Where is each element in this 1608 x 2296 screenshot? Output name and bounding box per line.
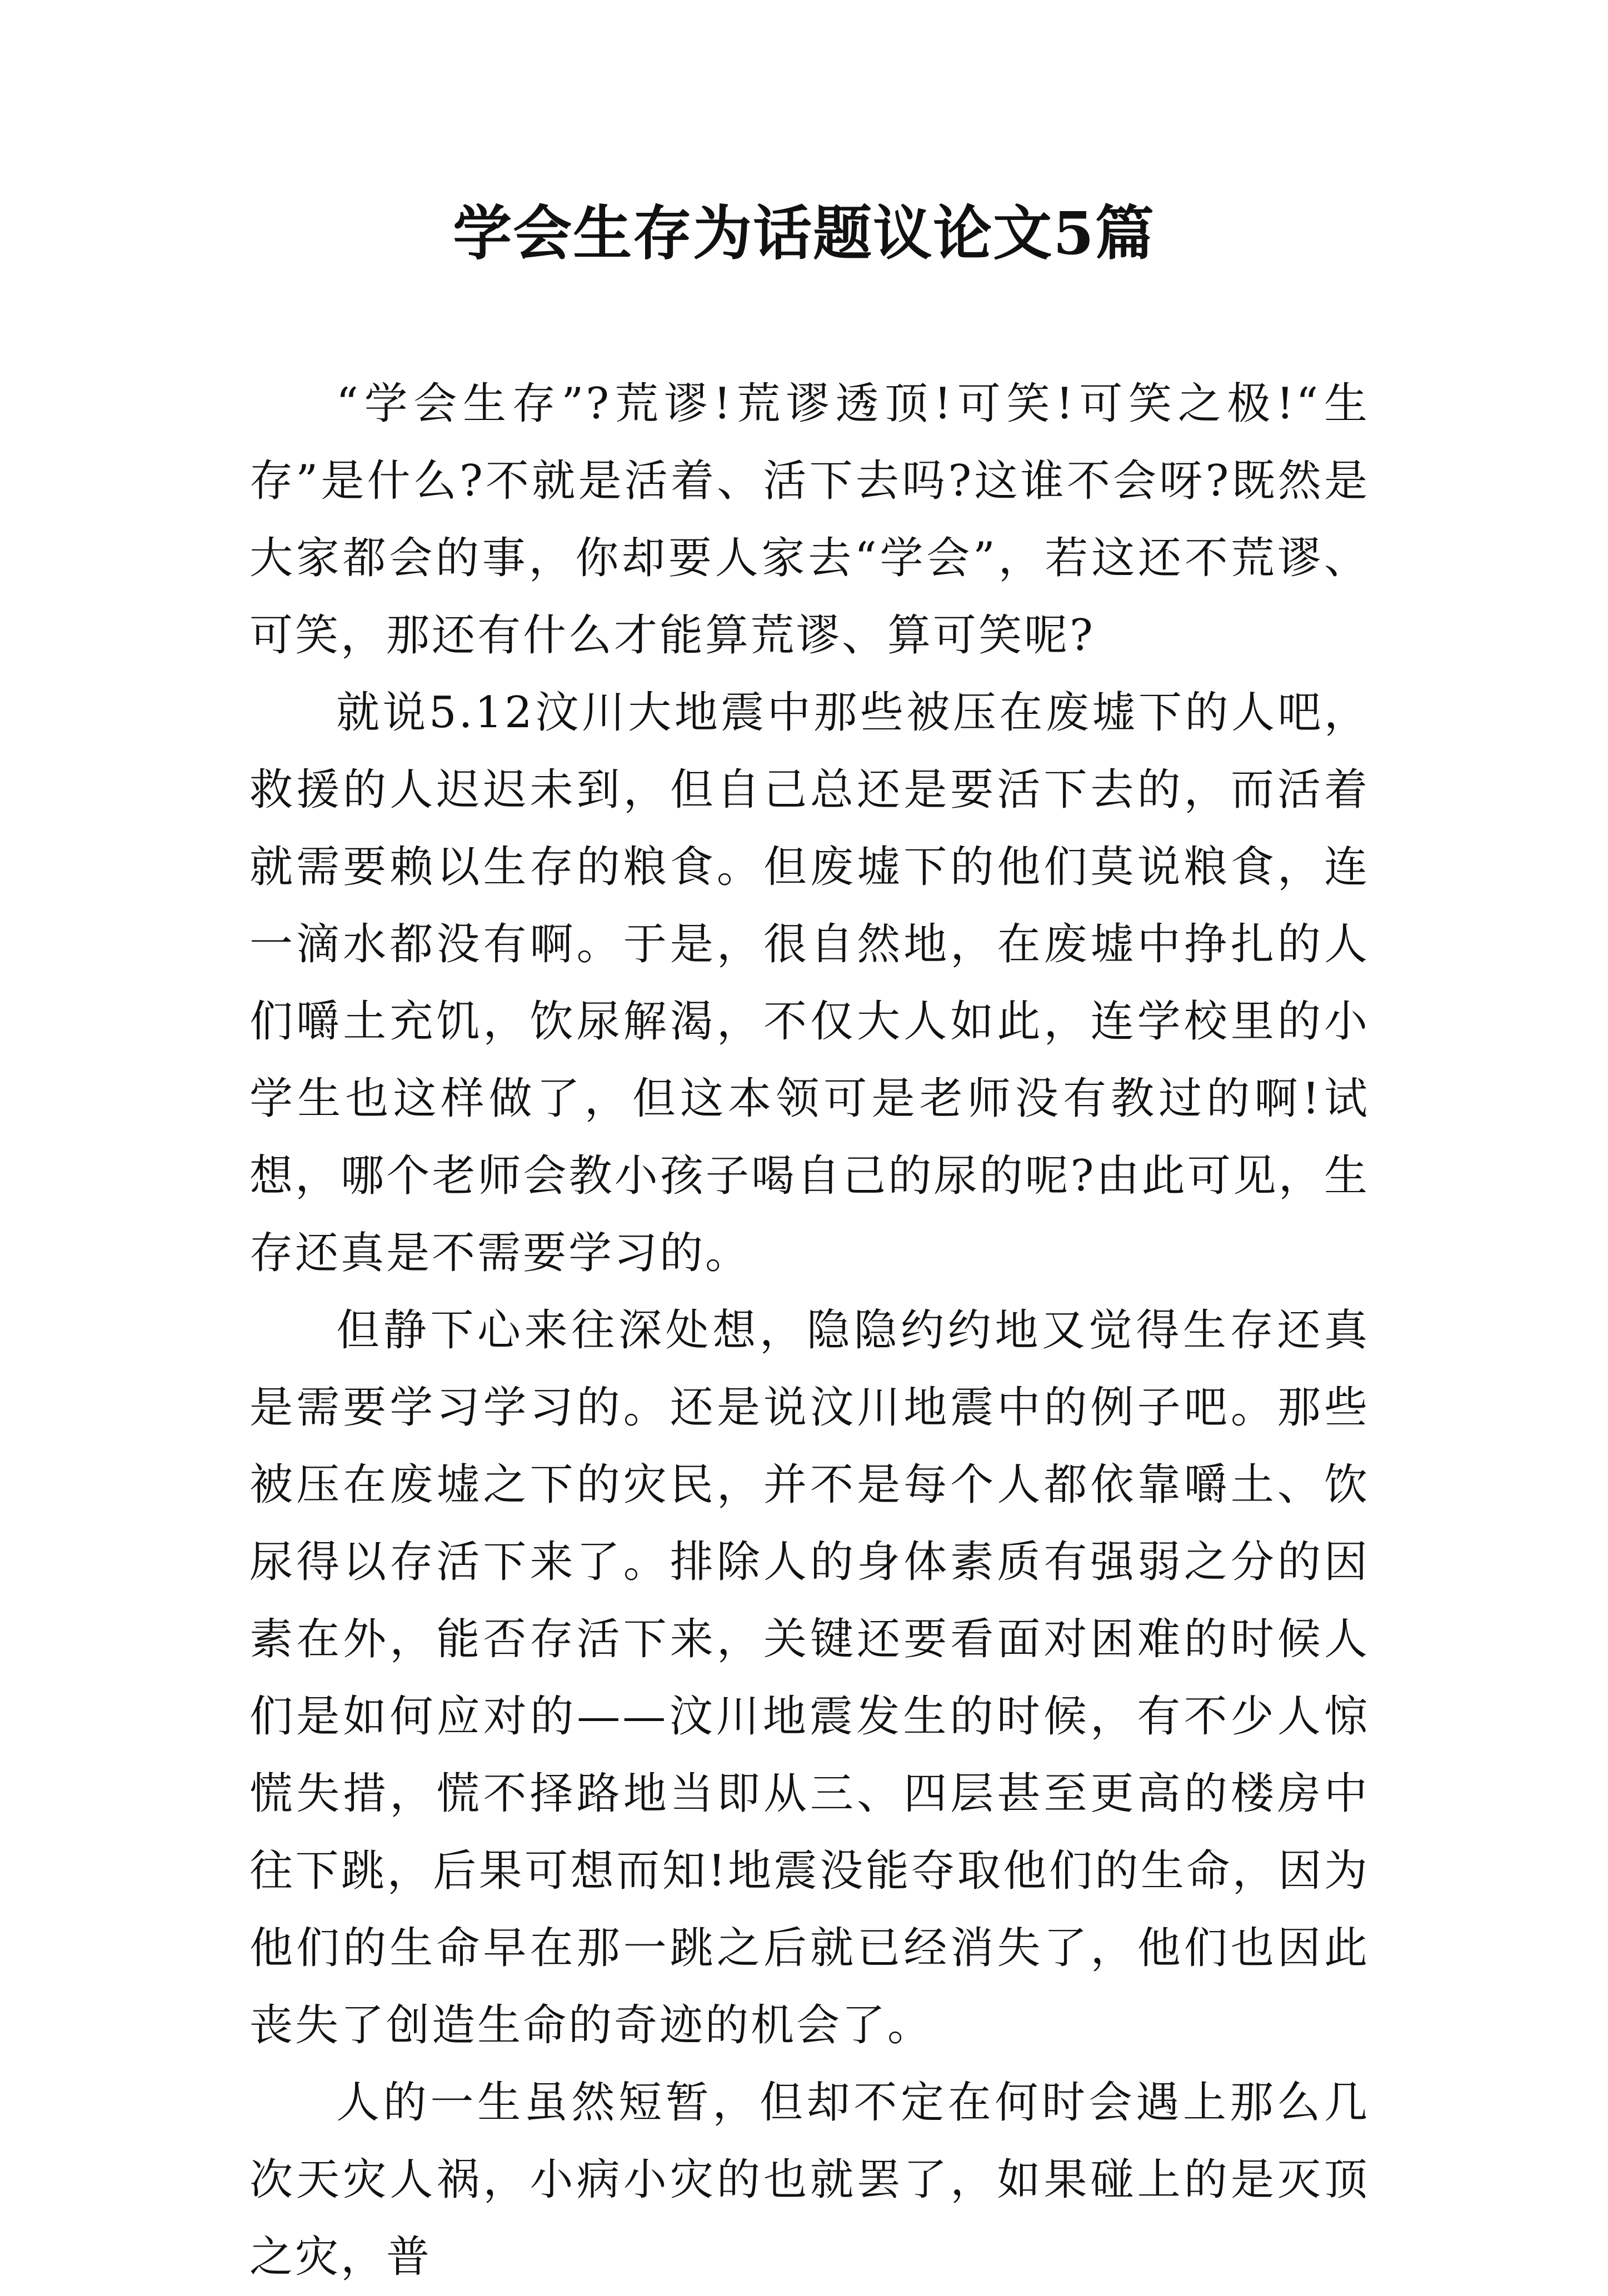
paragraph: 但静下心来往深处想，隐隐约约地又觉得生存还真是需要学习学习的。还是说汶川地震中的例子吧。那些被压在废墟之下的灾民，并不是每个人都依靠嚼土、饮尿得以存活下来了。排除人的身体素质有强弱之分的因素在外，能否存活下来，关键还要看面对困难的时候人们是如何应对的——汶川地震发生的时候，有不少人惊慌失措，慌不择路地当即从三、四层甚至更高的楼房中往下跳，后果可想而知!地震没能夺取他们的生命，因为他们的生命早在那一跳之后就已经消失了，他们也因此丧失了创造生命的奇迹的机会了。 <box>249 1305 1370 2050</box>
paragraph: “学会生存”?荒谬!荒谬透顶!可笑!可笑之极!“生存”是什么?不就是活着、活下去吗?这谁不会呀?既然是大家都会的事，你却要人家去“学会”，若这还不荒谬、可笑，那还有什么才能算荒谬、算可笑呢? <box>249 379 1370 661</box>
document-body <box>249 366 1370 2296</box>
document-title: 学会生存为话题议论文5篇 <box>453 198 1155 268</box>
paragraph: 人的一生虽然短暂，但却不定在何时会遇上那么几次天灾人祸，小病小灾的也就罢了，如果碰上的是灭顶之灾，普 <box>249 2078 1370 2282</box>
paragraph: 就说5.12汶川大地震中那些被压在废墟下的人吧，救援的人迟迟未到，但自己总还是要活下去的，而活着就需要赖以生存的粮食。但废墟下的他们莫说粮食，连一滴水都没有啊。于是，很自然地，在废墟中挣扎的人们嚼土充饥，饮尿解渴，不仅大人如此，连学校里的小学生也这样做了，但这本领可是老师没有教过的啊!试想，哪个老师会教小孩子喝自己的尿的呢?由此可见，生存还真是不需要学习的。 <box>249 688 1370 1278</box>
